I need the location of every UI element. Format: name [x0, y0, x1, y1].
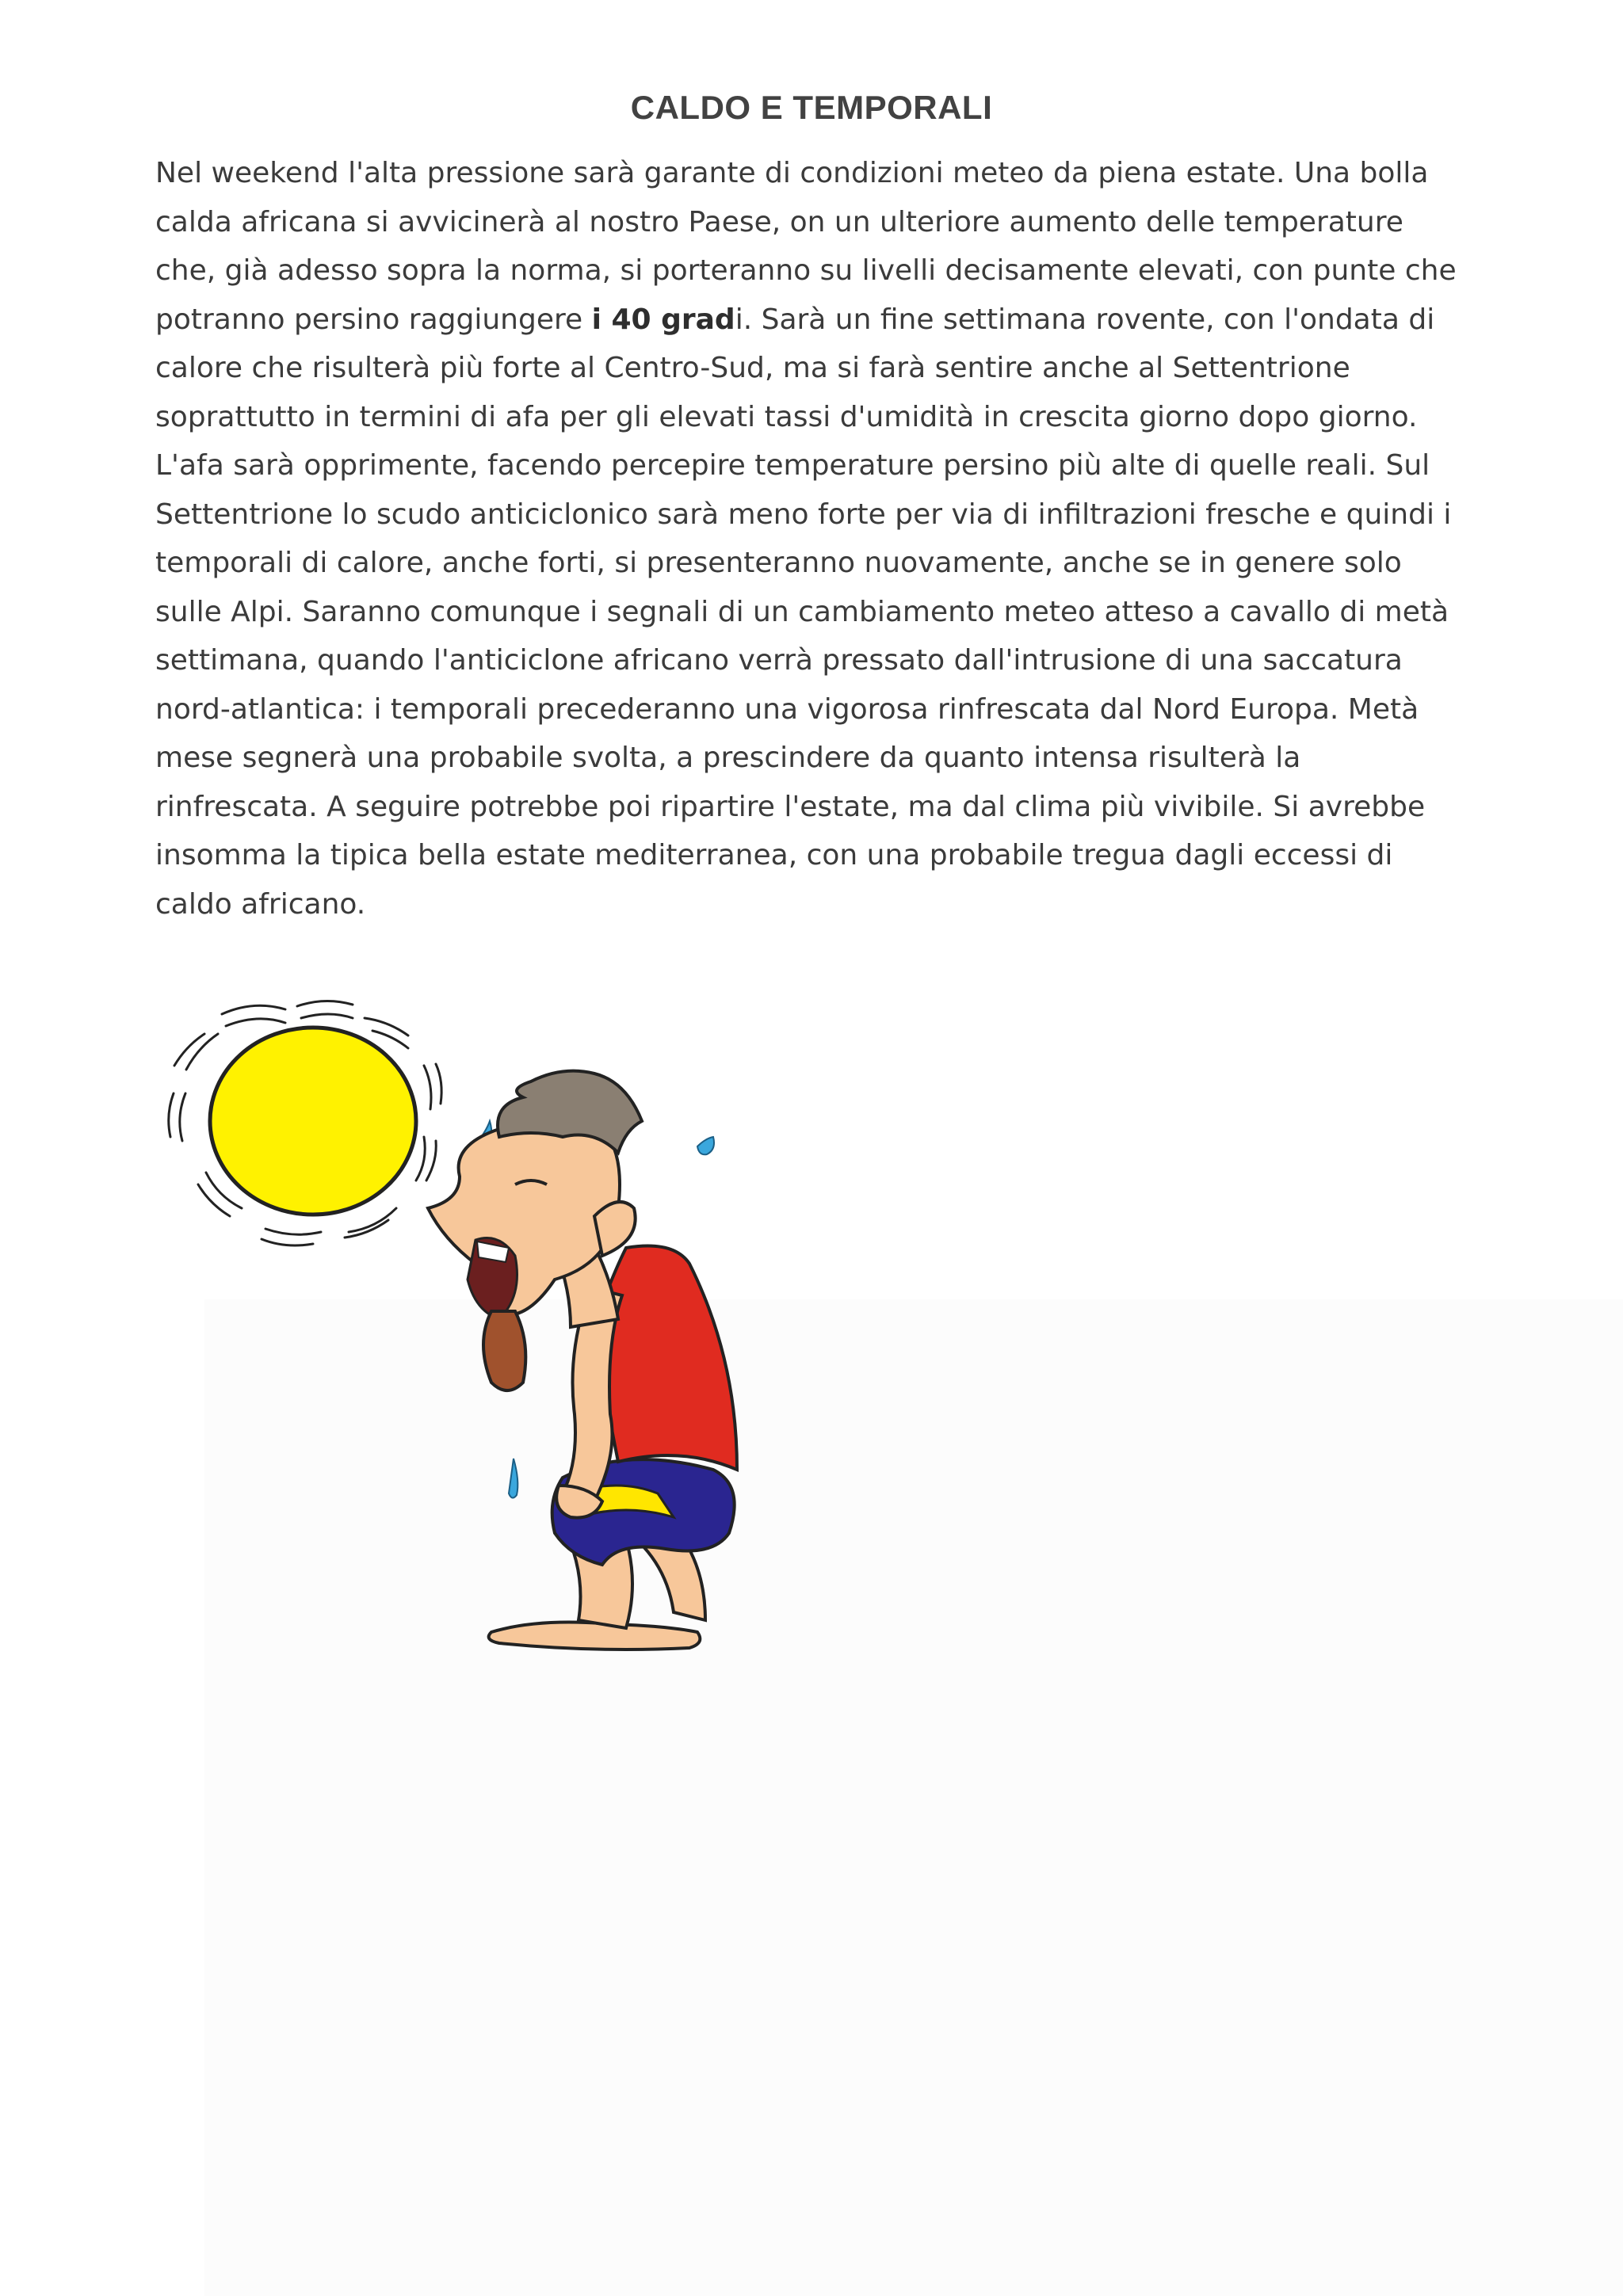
paragraph-1-line-6: soprattutto in termini di afa per gli elevati tassi d'umidità in crescita giorno dopo giorno.	[155, 400, 1418, 433]
bold-text-run: i 40 grad	[591, 303, 735, 336]
paragraph-2-line-7: mese segnerà una probabile svolta, a prescindere da quanto intensa risulterà la	[155, 742, 1301, 774]
article-body	[155, 149, 1518, 929]
paragraph-2-line-8: rinfrescata. A seguire potrebbe poi ripartire l'estate, ma dal clima più vivibile. Si avrebbe	[155, 790, 1426, 823]
paragraph-2-line-3: temporali di calore, anche forti, si presenteranno nuovamente, anche se in genere solo	[155, 547, 1402, 579]
paragraph-2-line-10: caldo africano.	[155, 887, 366, 921]
paragraph-2-line-6: nord-atlantica: i temporali precederanno una vigorosa rinfrescata dal Nord Europa. Metà	[155, 692, 1419, 726]
paragraph-2-line-2: Settentrione lo scudo anticiclonico sarà meno forte per via di infiltrazioni fresche e quindi i	[155, 498, 1452, 531]
page-title: CALDO E TEMPORALI	[630, 89, 993, 126]
paragraph-1-line-5: calore che risulterà più forte al Centro-Sud, ma si farà sentire anche al Settentrione	[155, 352, 1350, 384]
sweating-man-and-sun-icon	[151, 971, 848, 1652]
sun-shape	[210, 1028, 416, 1215]
paragraph-1-line-3: che, già adesso sopra la norma, si porteranno su livelli decisamente elevati, con punte che	[155, 254, 1457, 287]
paragraph-2-line-9: insomma la tipica bella estate mediterranea, con una probabile tregua dagli eccessi di	[155, 839, 1393, 871]
text-run: potranno persino raggiungere	[155, 303, 592, 336]
paragraph-2-line-5: settimana, quando l'anticiclone africano verrà pressato dall'intrusione di una saccatura	[155, 644, 1403, 677]
text-run: i. Sarà un fine settimana rovente, con l'ondata di	[735, 303, 1435, 336]
paragraph-1-line-4	[155, 296, 1518, 345]
shirt-shape	[594, 1246, 737, 1470]
tongue-shape	[483, 1311, 525, 1390]
paragraph-1-line-2: calda africana si avvicinerà al nostro Paese, on un ulteriore aumento delle temperature	[155, 205, 1403, 238]
paragraph-2-line-4: sulle Alpi. Saranno comunque i segnali di un cambiamento meteo atteso a cavallo di metà	[155, 595, 1449, 628]
paragraph-1-line-1: Nel weekend l'alta pressione sarà garante di condizioni meteo da piena estate. Una bolla	[155, 157, 1429, 189]
paragraph-2-line-1: L'afa sarà opprimente, facendo percepire temperature persino più alte di quelle reali. Sul	[155, 449, 1430, 482]
